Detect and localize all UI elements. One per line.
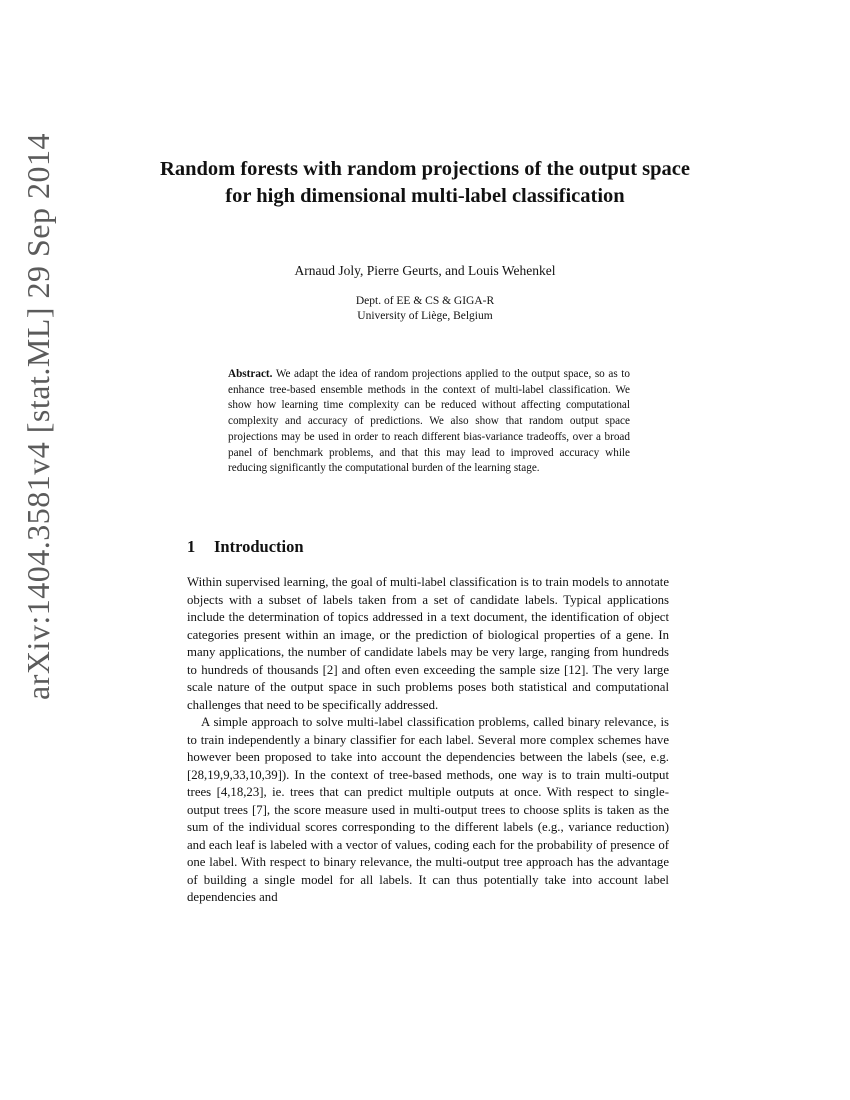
- affiliation: [160, 294, 690, 324]
- abstract: [228, 367, 630, 477]
- body-text: [187, 574, 669, 907]
- paragraph: Within supervised learning, the goal of multi-label classification is to train models to annotate objects with a subset of labels taken from a set of candidate labels. Typical applications include the determination of topics addressed in a text document, the identification of object categories present within an image, or the prediction of biological properties of a gene. In many applications, the number of candidate labels may be very large, ranging from hundreds to hundreds of thousands [2] and often even exceeding the sample size [12]. The very large scale nature of the output space in such problems poses both statistical and computational challenges that need to be specifically addressed.: [187, 575, 669, 712]
- section-title: Introduction: [214, 537, 304, 556]
- section-number: 1: [187, 537, 196, 556]
- section-heading: [187, 537, 667, 557]
- paper-title: Random forests with random projections of the output space for high dimensional multi-label classification: [160, 158, 690, 207]
- affiliation-department: Dept. of EE & CS & GIGA-R: [355, 295, 495, 307]
- author-list: Arnaud Joly, Pierre Geurts, and Louis Wehenkel: [294, 263, 556, 278]
- arxiv-identifier: arXiv:1404.3581v4 [stat.ML] 29 Sep 2014: [20, 133, 56, 700]
- abstract-text: We adapt the idea of random projections applied to the output space, so as to enhance tree-based ensemble methods in the context of multi-label classification. We show how learning time complexity can be reduced without affecting computational complexity and accuracy of predictions. We also show that random output space projections may be used in order to reach different bias-variance tradeoffs, over a broad panel of benchmark problems, and that this may lead to improved accuracy while reducing significantly the computational burden of the learning stage.: [228, 368, 630, 475]
- abstract-label: Abstract.: [228, 368, 273, 380]
- paragraph: A simple approach to solve multi-label classification problems, called binary relevance, is to train independently a binary classifier for each label. Several more complex schemes have however been proposed to take into account the dependencies between the labels (see, e.g. [28,19,9,33,10,39]). In the context of tree-based methods, one way is to train multi-output trees [4,18,23], ie. trees that can predict multiple outputs at once. With respect to single-output trees [7], the score measure used in multi-output trees to choose splits is taken as the sum of the individual scores corresponding to the different labels (e.g., variance reduction) and each leaf is labeled with a vector of values, coding each for the probability of presence of one label. With respect to binary relevance, the multi-output tree approach has the advantage of building a single model for all labels. It can thus potentially take into account label dependencies and: [187, 715, 669, 904]
- affiliation-university: University of Liège, Belgium: [357, 310, 493, 322]
